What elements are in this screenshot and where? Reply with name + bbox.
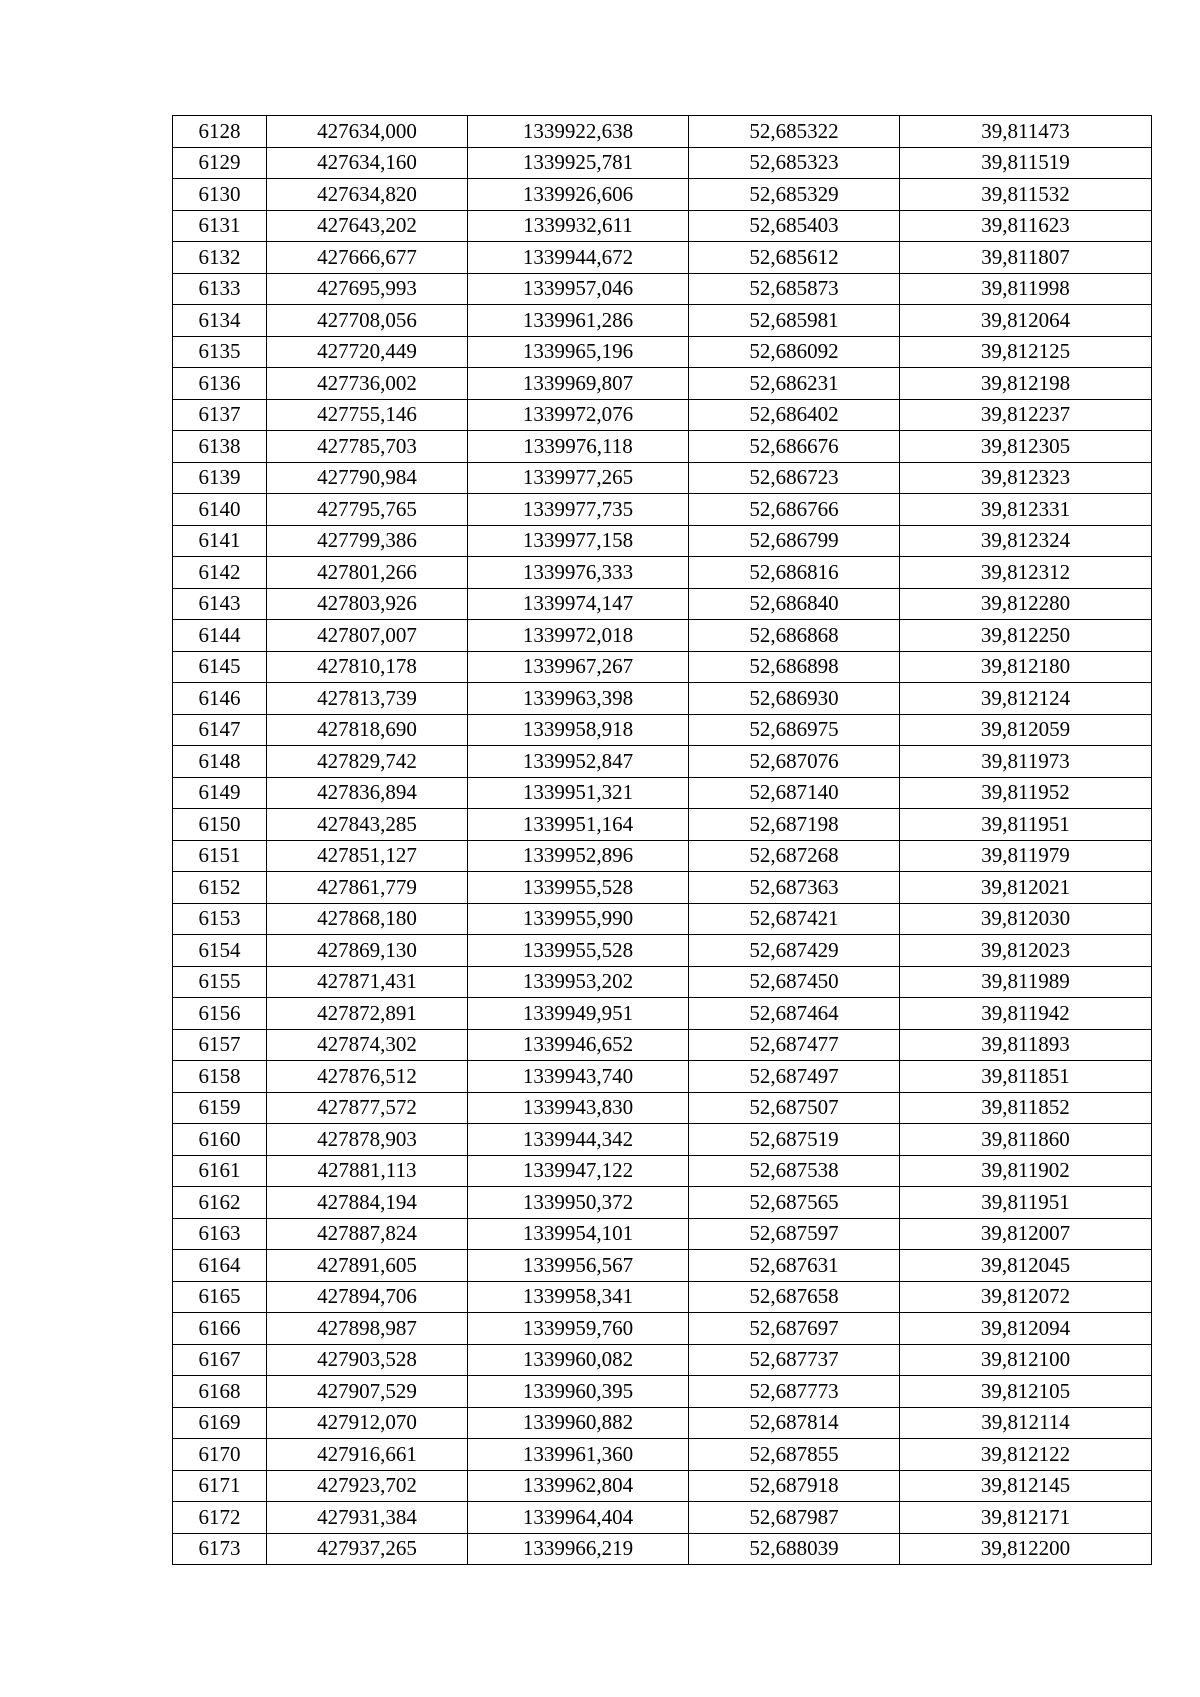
point-number-cell: 6149: [173, 777, 267, 809]
y-coordinate-cell: 1339947,122: [468, 1155, 689, 1187]
x-coordinate-cell: 427695,993: [267, 273, 468, 305]
latitude-cell: 52,685612: [689, 242, 900, 274]
latitude-cell: 52,687363: [689, 872, 900, 904]
table-row: [173, 651, 1152, 683]
x-coordinate-cell: 427907,529: [267, 1376, 468, 1408]
latitude-cell: 52,687464: [689, 998, 900, 1030]
point-number-cell: 6137: [173, 399, 267, 431]
x-coordinate-cell: 427851,127: [267, 840, 468, 872]
longitude-cell: 39,812125: [900, 336, 1152, 368]
y-coordinate-cell: 1339952,896: [468, 840, 689, 872]
longitude-cell: 39,812124: [900, 683, 1152, 715]
coordinates-table-body: [173, 116, 1152, 1565]
point-number-cell: 6132: [173, 242, 267, 274]
point-number-cell: 6144: [173, 620, 267, 652]
point-number-cell: 6148: [173, 746, 267, 778]
table-row: [173, 746, 1152, 778]
latitude-cell: 52,686402: [689, 399, 900, 431]
point-number-cell: 6142: [173, 557, 267, 589]
longitude-cell: 39,812122: [900, 1439, 1152, 1471]
y-coordinate-cell: 1339974,147: [468, 588, 689, 620]
x-coordinate-cell: 427923,702: [267, 1470, 468, 1502]
longitude-cell: 39,811979: [900, 840, 1152, 872]
latitude-cell: 52,687773: [689, 1376, 900, 1408]
table-row: [173, 714, 1152, 746]
table-row: [173, 557, 1152, 589]
longitude-cell: 39,812324: [900, 525, 1152, 557]
point-number-cell: 6162: [173, 1187, 267, 1219]
table-row: [173, 998, 1152, 1030]
point-number-cell: 6158: [173, 1061, 267, 1093]
y-coordinate-cell: 1339967,267: [468, 651, 689, 683]
table-row: [173, 210, 1152, 242]
table-row: [173, 305, 1152, 337]
point-number-cell: 6169: [173, 1407, 267, 1439]
y-coordinate-cell: 1339943,740: [468, 1061, 689, 1093]
table-row: [173, 1281, 1152, 1313]
point-number-cell: 6141: [173, 525, 267, 557]
latitude-cell: 52,687631: [689, 1250, 900, 1282]
point-number-cell: 6134: [173, 305, 267, 337]
latitude-cell: 52,686676: [689, 431, 900, 463]
longitude-cell: 39,812059: [900, 714, 1152, 746]
y-coordinate-cell: 1339955,528: [468, 872, 689, 904]
point-number-cell: 6151: [173, 840, 267, 872]
coordinates-table: [172, 115, 1152, 1565]
y-coordinate-cell: 1339946,652: [468, 1029, 689, 1061]
latitude-cell: 52,687987: [689, 1502, 900, 1534]
latitude-cell: 52,686766: [689, 494, 900, 526]
latitude-cell: 52,687268: [689, 840, 900, 872]
longitude-cell: 39,811973: [900, 746, 1152, 778]
latitude-cell: 52,685322: [689, 116, 900, 148]
y-coordinate-cell: 1339958,341: [468, 1281, 689, 1313]
x-coordinate-cell: 427887,824: [267, 1218, 468, 1250]
point-number-cell: 6133: [173, 273, 267, 305]
y-coordinate-cell: 1339944,342: [468, 1124, 689, 1156]
table-row: [173, 179, 1152, 211]
latitude-cell: 52,687140: [689, 777, 900, 809]
point-number-cell: 6154: [173, 935, 267, 967]
point-number-cell: 6165: [173, 1281, 267, 1313]
latitude-cell: 52,687477: [689, 1029, 900, 1061]
x-coordinate-cell: 427807,007: [267, 620, 468, 652]
x-coordinate-cell: 427871,431: [267, 966, 468, 998]
longitude-cell: 39,811989: [900, 966, 1152, 998]
y-coordinate-cell: 1339977,735: [468, 494, 689, 526]
longitude-cell: 39,812171: [900, 1502, 1152, 1534]
longitude-cell: 39,812312: [900, 557, 1152, 589]
longitude-cell: 39,812021: [900, 872, 1152, 904]
point-number-cell: 6164: [173, 1250, 267, 1282]
y-coordinate-cell: 1339960,882: [468, 1407, 689, 1439]
table-row: [173, 431, 1152, 463]
longitude-cell: 39,812114: [900, 1407, 1152, 1439]
longitude-cell: 39,811952: [900, 777, 1152, 809]
longitude-cell: 39,812280: [900, 588, 1152, 620]
y-coordinate-cell: 1339958,918: [468, 714, 689, 746]
y-coordinate-cell: 1339964,404: [468, 1502, 689, 1534]
y-coordinate-cell: 1339977,158: [468, 525, 689, 557]
latitude-cell: 52,685323: [689, 147, 900, 179]
x-coordinate-cell: 427799,386: [267, 525, 468, 557]
x-coordinate-cell: 427861,779: [267, 872, 468, 904]
x-coordinate-cell: 427903,528: [267, 1344, 468, 1376]
x-coordinate-cell: 427720,449: [267, 336, 468, 368]
y-coordinate-cell: 1339969,807: [468, 368, 689, 400]
x-coordinate-cell: 427829,742: [267, 746, 468, 778]
table-row: [173, 1218, 1152, 1250]
x-coordinate-cell: 427803,926: [267, 588, 468, 620]
y-coordinate-cell: 1339977,265: [468, 462, 689, 494]
latitude-cell: 52,686930: [689, 683, 900, 715]
x-coordinate-cell: 427634,160: [267, 147, 468, 179]
point-number-cell: 6145: [173, 651, 267, 683]
x-coordinate-cell: 427801,266: [267, 557, 468, 589]
x-coordinate-cell: 427810,178: [267, 651, 468, 683]
x-coordinate-cell: 427884,194: [267, 1187, 468, 1219]
table-row: [173, 336, 1152, 368]
x-coordinate-cell: 427813,739: [267, 683, 468, 715]
table-row: [173, 494, 1152, 526]
longitude-cell: 39,812237: [900, 399, 1152, 431]
y-coordinate-cell: 1339976,333: [468, 557, 689, 589]
latitude-cell: 52,686723: [689, 462, 900, 494]
x-coordinate-cell: 427869,130: [267, 935, 468, 967]
longitude-cell: 39,812145: [900, 1470, 1152, 1502]
table-row: [173, 840, 1152, 872]
latitude-cell: 52,687814: [689, 1407, 900, 1439]
point-number-cell: 6157: [173, 1029, 267, 1061]
y-coordinate-cell: 1339954,101: [468, 1218, 689, 1250]
y-coordinate-cell: 1339959,760: [468, 1313, 689, 1345]
table-row: [173, 903, 1152, 935]
table-row: [173, 1124, 1152, 1156]
table-row: [173, 368, 1152, 400]
table-row: [173, 1439, 1152, 1471]
table-row: [173, 116, 1152, 148]
latitude-cell: 52,686231: [689, 368, 900, 400]
point-number-cell: 6173: [173, 1533, 267, 1565]
x-coordinate-cell: 427874,302: [267, 1029, 468, 1061]
y-coordinate-cell: 1339943,830: [468, 1092, 689, 1124]
x-coordinate-cell: 427666,677: [267, 242, 468, 274]
point-number-cell: 6159: [173, 1092, 267, 1124]
table-row: [173, 1313, 1152, 1345]
point-number-cell: 6155: [173, 966, 267, 998]
latitude-cell: 52,685329: [689, 179, 900, 211]
latitude-cell: 52,687497: [689, 1061, 900, 1093]
x-coordinate-cell: 427891,605: [267, 1250, 468, 1282]
point-number-cell: 6146: [173, 683, 267, 715]
point-number-cell: 6161: [173, 1155, 267, 1187]
point-number-cell: 6143: [173, 588, 267, 620]
point-number-cell: 6135: [173, 336, 267, 368]
longitude-cell: 39,812072: [900, 1281, 1152, 1313]
table-row: [173, 147, 1152, 179]
y-coordinate-cell: 1339960,395: [468, 1376, 689, 1408]
table-row: [173, 1029, 1152, 1061]
y-coordinate-cell: 1339960,082: [468, 1344, 689, 1376]
latitude-cell: 52,687429: [689, 935, 900, 967]
longitude-cell: 39,812030: [900, 903, 1152, 935]
table-row: [173, 1376, 1152, 1408]
point-number-cell: 6170: [173, 1439, 267, 1471]
y-coordinate-cell: 1339955,990: [468, 903, 689, 935]
y-coordinate-cell: 1339963,398: [468, 683, 689, 715]
latitude-cell: 52,686975: [689, 714, 900, 746]
point-number-cell: 6153: [173, 903, 267, 935]
latitude-cell: 52,687450: [689, 966, 900, 998]
point-number-cell: 6166: [173, 1313, 267, 1345]
y-coordinate-cell: 1339949,951: [468, 998, 689, 1030]
y-coordinate-cell: 1339952,847: [468, 746, 689, 778]
longitude-cell: 39,811902: [900, 1155, 1152, 1187]
x-coordinate-cell: 427898,987: [267, 1313, 468, 1345]
point-number-cell: 6156: [173, 998, 267, 1030]
latitude-cell: 52,685403: [689, 210, 900, 242]
point-number-cell: 6140: [173, 494, 267, 526]
table-row: [173, 1155, 1152, 1187]
table-row: [173, 620, 1152, 652]
point-number-cell: 6130: [173, 179, 267, 211]
table-row: [173, 1407, 1152, 1439]
longitude-cell: 39,811623: [900, 210, 1152, 242]
latitude-cell: 52,686816: [689, 557, 900, 589]
x-coordinate-cell: 427785,703: [267, 431, 468, 463]
table-row: [173, 966, 1152, 998]
latitude-cell: 52,687697: [689, 1313, 900, 1345]
y-coordinate-cell: 1339976,118: [468, 431, 689, 463]
x-coordinate-cell: 427931,384: [267, 1502, 468, 1534]
longitude-cell: 39,812305: [900, 431, 1152, 463]
table-row: [173, 1061, 1152, 1093]
latitude-cell: 52,687597: [689, 1218, 900, 1250]
x-coordinate-cell: 427916,661: [267, 1439, 468, 1471]
longitude-cell: 39,811532: [900, 179, 1152, 211]
x-coordinate-cell: 427643,202: [267, 210, 468, 242]
x-coordinate-cell: 427876,512: [267, 1061, 468, 1093]
longitude-cell: 39,812094: [900, 1313, 1152, 1345]
longitude-cell: 39,812100: [900, 1344, 1152, 1376]
table-row: [173, 242, 1152, 274]
x-coordinate-cell: 427877,572: [267, 1092, 468, 1124]
y-coordinate-cell: 1339944,672: [468, 242, 689, 274]
longitude-cell: 39,812105: [900, 1376, 1152, 1408]
latitude-cell: 52,687519: [689, 1124, 900, 1156]
y-coordinate-cell: 1339925,781: [468, 147, 689, 179]
longitude-cell: 39,811519: [900, 147, 1152, 179]
x-coordinate-cell: 427755,146: [267, 399, 468, 431]
latitude-cell: 52,686799: [689, 525, 900, 557]
point-number-cell: 6147: [173, 714, 267, 746]
y-coordinate-cell: 1339972,076: [468, 399, 689, 431]
longitude-cell: 39,812180: [900, 651, 1152, 683]
point-number-cell: 6168: [173, 1376, 267, 1408]
x-coordinate-cell: 427634,820: [267, 179, 468, 211]
y-coordinate-cell: 1339966,219: [468, 1533, 689, 1565]
latitude-cell: 52,685981: [689, 305, 900, 337]
latitude-cell: 52,687737: [689, 1344, 900, 1376]
x-coordinate-cell: 427843,285: [267, 809, 468, 841]
longitude-cell: 39,811998: [900, 273, 1152, 305]
latitude-cell: 52,687507: [689, 1092, 900, 1124]
longitude-cell: 39,811852: [900, 1092, 1152, 1124]
table-row: [173, 273, 1152, 305]
longitude-cell: 39,811473: [900, 116, 1152, 148]
table-row: [173, 777, 1152, 809]
latitude-cell: 52,687855: [689, 1439, 900, 1471]
latitude-cell: 52,687198: [689, 809, 900, 841]
y-coordinate-cell: 1339951,164: [468, 809, 689, 841]
longitude-cell: 39,811807: [900, 242, 1152, 274]
point-number-cell: 6131: [173, 210, 267, 242]
table-row: [173, 1502, 1152, 1534]
table-row: [173, 399, 1152, 431]
longitude-cell: 39,811860: [900, 1124, 1152, 1156]
longitude-cell: 39,812064: [900, 305, 1152, 337]
x-coordinate-cell: 427795,765: [267, 494, 468, 526]
latitude-cell: 52,687918: [689, 1470, 900, 1502]
latitude-cell: 52,686840: [689, 588, 900, 620]
y-coordinate-cell: 1339961,286: [468, 305, 689, 337]
longitude-cell: 39,812023: [900, 935, 1152, 967]
point-number-cell: 6138: [173, 431, 267, 463]
x-coordinate-cell: 427878,903: [267, 1124, 468, 1156]
longitude-cell: 39,811851: [900, 1061, 1152, 1093]
x-coordinate-cell: 427872,891: [267, 998, 468, 1030]
x-coordinate-cell: 427634,000: [267, 116, 468, 148]
point-number-cell: 6150: [173, 809, 267, 841]
x-coordinate-cell: 427881,113: [267, 1155, 468, 1187]
x-coordinate-cell: 427868,180: [267, 903, 468, 935]
latitude-cell: 52,687658: [689, 1281, 900, 1313]
table-row: [173, 1092, 1152, 1124]
y-coordinate-cell: 1339953,202: [468, 966, 689, 998]
table-row: [173, 1344, 1152, 1376]
table-row: [173, 872, 1152, 904]
x-coordinate-cell: 427790,984: [267, 462, 468, 494]
latitude-cell: 52,687421: [689, 903, 900, 935]
longitude-cell: 39,811951: [900, 809, 1152, 841]
longitude-cell: 39,812250: [900, 620, 1152, 652]
latitude-cell: 52,687538: [689, 1155, 900, 1187]
x-coordinate-cell: 427836,894: [267, 777, 468, 809]
longitude-cell: 39,811893: [900, 1029, 1152, 1061]
longitude-cell: 39,811951: [900, 1187, 1152, 1219]
point-number-cell: 6128: [173, 116, 267, 148]
longitude-cell: 39,812007: [900, 1218, 1152, 1250]
y-coordinate-cell: 1339926,606: [468, 179, 689, 211]
latitude-cell: 52,687565: [689, 1187, 900, 1219]
table-row: [173, 683, 1152, 715]
latitude-cell: 52,687076: [689, 746, 900, 778]
x-coordinate-cell: 427894,706: [267, 1281, 468, 1313]
y-coordinate-cell: 1339950,372: [468, 1187, 689, 1219]
longitude-cell: 39,812323: [900, 462, 1152, 494]
point-number-cell: 6167: [173, 1344, 267, 1376]
y-coordinate-cell: 1339957,046: [468, 273, 689, 305]
table-row: [173, 462, 1152, 494]
longitude-cell: 39,811942: [900, 998, 1152, 1030]
y-coordinate-cell: 1339951,321: [468, 777, 689, 809]
point-number-cell: 6160: [173, 1124, 267, 1156]
table-row: [173, 1470, 1152, 1502]
point-number-cell: 6172: [173, 1502, 267, 1534]
point-number-cell: 6171: [173, 1470, 267, 1502]
point-number-cell: 6139: [173, 462, 267, 494]
longitude-cell: 39,812045: [900, 1250, 1152, 1282]
point-number-cell: 6136: [173, 368, 267, 400]
x-coordinate-cell: 427736,002: [267, 368, 468, 400]
y-coordinate-cell: 1339956,567: [468, 1250, 689, 1282]
table-row: [173, 809, 1152, 841]
y-coordinate-cell: 1339922,638: [468, 116, 689, 148]
longitude-cell: 39,812331: [900, 494, 1152, 526]
y-coordinate-cell: 1339932,611: [468, 210, 689, 242]
table-row: [173, 1187, 1152, 1219]
table-row: [173, 935, 1152, 967]
point-number-cell: 6152: [173, 872, 267, 904]
latitude-cell: 52,686898: [689, 651, 900, 683]
latitude-cell: 52,688039: [689, 1533, 900, 1565]
y-coordinate-cell: 1339962,804: [468, 1470, 689, 1502]
x-coordinate-cell: 427708,056: [267, 305, 468, 337]
y-coordinate-cell: 1339965,196: [468, 336, 689, 368]
table-row: [173, 588, 1152, 620]
longitude-cell: 39,812200: [900, 1533, 1152, 1565]
point-number-cell: 6163: [173, 1218, 267, 1250]
y-coordinate-cell: 1339955,528: [468, 935, 689, 967]
latitude-cell: 52,686092: [689, 336, 900, 368]
latitude-cell: 52,686868: [689, 620, 900, 652]
x-coordinate-cell: 427912,070: [267, 1407, 468, 1439]
y-coordinate-cell: 1339972,018: [468, 620, 689, 652]
latitude-cell: 52,685873: [689, 273, 900, 305]
x-coordinate-cell: 427937,265: [267, 1533, 468, 1565]
longitude-cell: 39,812198: [900, 368, 1152, 400]
x-coordinate-cell: 427818,690: [267, 714, 468, 746]
table-row: [173, 1533, 1152, 1565]
y-coordinate-cell: 1339961,360: [468, 1439, 689, 1471]
table-row: [173, 1250, 1152, 1282]
point-number-cell: 6129: [173, 147, 267, 179]
table-row: [173, 525, 1152, 557]
